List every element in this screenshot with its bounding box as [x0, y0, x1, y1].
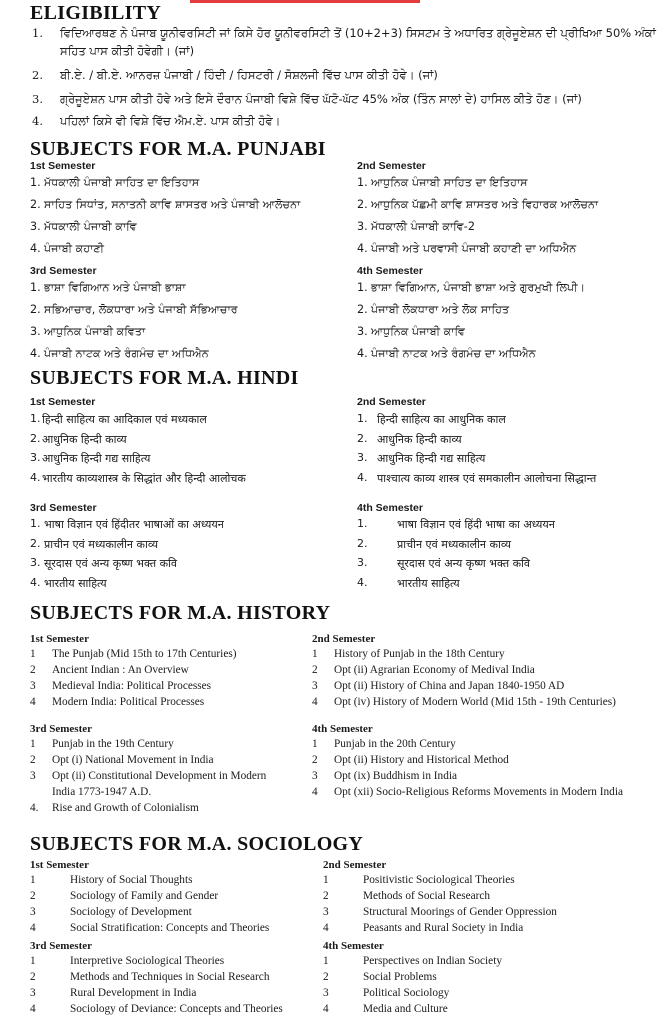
sociology-sem2-title: 2nd Semester [323, 859, 387, 871]
subject-number: 3. [357, 325, 368, 338]
subject-number: 3 [30, 987, 36, 999]
eligibility-number: 2. [32, 68, 43, 82]
subject-title: India 1773-1947 A.D. [52, 786, 152, 798]
history-heading: SUBJECTS FOR M.A. HISTORY [30, 602, 331, 624]
subject-number: 3. [30, 325, 41, 338]
subject-number: 3. [357, 220, 368, 233]
subject-title: Sociology of Deviance: Concepts and Theories [70, 1003, 283, 1015]
subject-title: Punjab in the 19th Century [52, 738, 174, 750]
subject-title: Medieval India: Political Processes [52, 680, 212, 692]
subject-title: The Punjab (Mid 15th to 17th Centuries) [52, 648, 237, 660]
subject-title: Methods and Techniques in Social Research [70, 971, 270, 983]
subject-number: 1. [357, 412, 368, 425]
subject-title: Opt (xii) Socio-Religious Reforms Movements in Modern India [334, 786, 623, 798]
hindi-sem3-title: 3rd Semester [30, 502, 97, 514]
subject-number: 3 [323, 987, 329, 999]
subject-number: 4 [323, 922, 329, 934]
top-red-strip [190, 0, 420, 3]
subject-title: भारतीय काव्यशास्त्र के सिद्धांत और हिन्दी आलोचक [42, 471, 246, 485]
subject-number: 1. [357, 517, 368, 530]
subject-number: 1 [312, 648, 318, 660]
history-sem2-title: 2nd Semester [312, 633, 376, 645]
subject-number: 2 [323, 971, 329, 983]
subject-title: Opt (ii) Agrarian Economy of Medival India [334, 664, 535, 676]
subject-number: 4 [323, 1003, 329, 1015]
subject-number: 2 [30, 890, 36, 902]
subject-number: 3. [357, 556, 368, 569]
subject-title: ਆਧੁਨਿਕ ਪੰਜਾਬੀ ਸਾਹਿਤ ਦਾ ਇਤਿਹਾਸ [371, 176, 528, 189]
subject-number: 3 [30, 680, 36, 692]
subject-title: Opt (ii) History and Historical Method [334, 754, 509, 766]
subject-number: 4 [30, 696, 36, 708]
subject-number: 4. [357, 470, 368, 484]
eligibility-text: ਵਿਦਿਆਰਥਣ ਨੇ ਪੰਜਾਬ ਯੂਨੀਵਰਸਿਟੀ ਜਾਂ ਕਿਸੇ ਹੋਰ ਯੂਨੀਵਰਸਿਟੀ ਤੋਂ (10+2+3) ਸਿਸਟਮ ਤੇ ਅਧਾਰਿਤ ਗ੍ਰੇਜੂਏਸ਼ਨ ਦੀ ਪ੍ਰੀਖਿਆ 50% ਅੰਕਾਂ ਸਹਿਤ ਪਾਸ ਕੀਤੀ ਹੋਵੇਗੀ। (ਜਾਂ) [60, 26, 656, 58]
subject-title: भारतीय साहित्य [397, 576, 460, 590]
subject-number: 3. [30, 451, 41, 464]
subject-number: 2. [357, 431, 368, 445]
subject-title: ਮੱਧਕਾਲੀ ਪੰਜਾਬੀ ਕਾਵਿ [44, 220, 137, 233]
sociology-sem4-title: 4th Semester [323, 940, 384, 952]
subject-title: ਪੰਜਾਬੀ ਨਾਟਕ ਅਤੇ ਰੰਗਮੰਚ ਦਾ ਅਧਿਐਨ [371, 347, 536, 360]
subject-title: आधुनिक हिन्दी गद्य साहित्य [377, 452, 486, 465]
subject-title: Opt (i) National Movement in India [52, 754, 214, 766]
subject-title: सूरदास एवं अन्य कृष्ण भक्त कवि [44, 557, 178, 570]
subject-title: Sociology of Development [70, 906, 192, 918]
subject-number: 4. [357, 242, 368, 255]
subject-title: प्राचीन एवं मध्यकालीन काव्य [397, 537, 511, 551]
subject-number: 2 [30, 754, 36, 766]
eligibility-number: 4. [32, 114, 43, 128]
subject-number: 2. [357, 536, 368, 550]
subject-title: Ancient Indian : An Overview [52, 664, 189, 676]
subject-number: 3 [312, 770, 318, 782]
subject-number: 3. [30, 220, 41, 233]
subject-number: 1. [30, 281, 41, 294]
subject-title: ਆਧੁਨਿਕ ਪੰਜਾਬੀ ਕਵਿਤਾ [44, 325, 146, 338]
subject-title: ਆਧੁਨਿਕ ਪੱਛਮੀ ਕਾਵਿ ਸ਼ਾਸਤਰ ਅਤੇ ਵਿਹਾਰਕ ਆਲੋਚਨਾ [371, 198, 599, 211]
subject-number: 4. [30, 802, 39, 814]
subject-title: Media and Culture [363, 1003, 448, 1015]
history-sem4-title: 4th Semester [312, 723, 373, 735]
subject-number: 1. [357, 281, 368, 294]
eligibility-text: ਬੀ.ਏ. / ਬੀ.ਏ. ਆਨਰਜ਼ ਪੰਜਾਬੀ / ਹਿੰਦੀ / ਹਿਸਟਰੀ / ਸੋਸ਼ਲਜੀ ਵਿੱਚ ਪਾਸ ਕੀਤੀ ਹੋਵੇ। (ਜਾਂ) [60, 68, 438, 82]
hindi-sem2-title: 2nd Semester [357, 396, 426, 408]
subject-number: 1. [30, 176, 41, 189]
subject-number: 3 [312, 680, 318, 692]
sociology-heading: SUBJECTS FOR M.A. SOCIOLOGY [30, 833, 364, 855]
subject-title: भाषा विज्ञान एवं हिंदीतर भाषाओं का अध्ययन [44, 518, 224, 531]
punjabi-heading: SUBJECTS FOR M.A. PUNJABI [30, 138, 326, 160]
subject-title: भाषा विज्ञान एवं हिंदी भाषा का अध्ययन [397, 518, 555, 531]
subject-number: 1 [30, 648, 36, 660]
subject-title: ਪੰਜਾਬੀ ਕਹਾਣੀ [44, 242, 104, 255]
eligibility-text: ਗ੍ਰੇਜੂਏਸ਼ਨ ਪਾਸ ਕੀਤੀ ਹੋਵੇ ਅਤੇ ਇਸੇ ਦੌਰਾਨ ਪੰਜਾਬੀ ਵਿਸ਼ੇ ਵਿੱਚ ਘੱਟੋ-ਘੱਟ 45% ਅੰਕ (ਤਿੰਨ ਸਾਲਾਂ ਦੇ) ਹਾਸਿਲ ਕੀਤੇ ਹੋਣ। (ਜਾਂ) [60, 92, 582, 106]
sociology-sem3-title: 3rd Semester [30, 940, 93, 952]
subject-number: 1 [312, 738, 318, 750]
subject-number: 3 [323, 906, 329, 918]
subject-title: Sociology of Family and Gender [70, 890, 219, 902]
subject-title: हिन्दी साहित्य का आधुनिक काल [377, 413, 506, 426]
subject-title: Structural Moorings of Gender Oppression [363, 906, 557, 918]
eligibility-number: 3. [32, 92, 43, 106]
subject-number: 2 [312, 664, 318, 676]
subject-number: 4. [30, 575, 41, 589]
subject-number: 2. [30, 303, 41, 316]
eligibility-text: ਪਹਿਲਾਂ ਕਿਸੇ ਵੀ ਵਿਸ਼ੇ ਵਿੱਚ ਐਮ.ਏ. ਪਾਸ ਕੀਤੀ ਹੋਵੇ। [60, 114, 281, 128]
subject-title: Social Problems [363, 971, 437, 983]
subject-title: Methods of Social Research [363, 890, 491, 902]
subject-title: आधुनिक हिन्दी काव्य [42, 432, 127, 446]
subject-number: 4. [357, 575, 368, 589]
subject-title: History of Social Thoughts [70, 874, 193, 886]
subject-number: 3. [357, 451, 368, 464]
subject-number: 1 [30, 955, 36, 967]
subject-title: ਸਾਹਿਤ ਸਿਧਾਂਤ, ਸਨਾਤਨੀ ਕਾਵਿ ਸ਼ਾਸਤਰ ਅਤੇ ਪੰਜਾਬੀ ਆਲੋਚਨਾ [44, 198, 301, 211]
punjabi-sem3-title: 3rd Semester [30, 265, 97, 277]
subject-title: Rise and Growth of Colonialism [52, 802, 199, 814]
subject-title: ਆਧੁਨਿਕ ਪੰਜਾਬੀ ਕਾਵਿ [371, 325, 466, 338]
subject-number: 4 [30, 922, 36, 934]
subject-number: 3 [30, 906, 36, 918]
subject-title: Punjab in the 20th Century [334, 738, 456, 750]
subject-title: ਸਭਿਆਚਾਰ, ਲੋਕਧਾਰਾ ਅਤੇ ਪੰਜਾਬੀ ਸੱਭਿਆਚਾਰ [44, 303, 238, 316]
sociology-sem1-title: 1st Semester [30, 859, 89, 871]
subject-number: 2. [357, 198, 368, 211]
subject-title: Opt (ix) Buddhism in India [334, 770, 458, 782]
subject-number: 4 [312, 696, 318, 708]
subject-title: ਭਾਸ਼ਾ ਵਿਗਿਆਨ ਅਤੇ ਪੰਜਾਬੀ ਭਾਸ਼ਾ [44, 281, 186, 294]
subject-number: 1 [30, 738, 36, 750]
subject-title: भारतीय साहित्य [44, 576, 107, 590]
subject-title: ਭਾਸ਼ਾ ਵਿਗਿਆਨ, ਪੰਜਾਬੀ ਭਾਸ਼ਾ ਅਤੇ ਗੁਰਮੁਖੀ ਲਿਪੀ। [371, 281, 586, 294]
subject-number: 4 [312, 786, 318, 798]
subject-title: Interpretive Sociological Theories [70, 955, 225, 967]
subject-number: 1. [30, 517, 41, 530]
subject-title: ਪੰਜਾਬੀ ਲੋਕਧਾਰਾ ਅਤੇ ਲੋਕ ਸਾਹਿਤ [371, 303, 510, 316]
subject-number: 4. [357, 347, 368, 360]
subject-title: Political Sociology [363, 987, 450, 999]
subject-title: ਪੰਜਾਬੀ ਅਤੇ ਪਰਵਾਸੀ ਪੰਜਾਬੀ ਕਹਾਣੀ ਦਾ ਅਧਿਐਨ [371, 242, 577, 255]
subject-title: पाश्चात्य काव्य शास्त्र एवं समकालीन आलोचना सिद्धान्त [377, 471, 597, 485]
subject-title: Positivistic Sociological Theories [363, 874, 515, 886]
subject-number: 2. [30, 198, 41, 211]
subject-number: 1 [323, 955, 329, 967]
subject-title: सूरदास एवं अन्य कृष्ण भक्त कवि [397, 557, 531, 570]
subject-number: 2 [30, 971, 36, 983]
history-sem1-title: 1st Semester [30, 633, 89, 645]
subject-number: 2 [312, 754, 318, 766]
subject-title: ਪੰਜਾਬੀ ਨਾਟਕ ਅਤੇ ਰੰਗਮੰਚ ਦਾ ਅਧਿਐਨ [44, 347, 209, 360]
subject-title: हिन्दी साहित्य का आदिकाल एवं मध्यकाल [42, 413, 207, 426]
punjabi-sem2-title: 2nd Semester [357, 160, 426, 172]
subject-number: 4. [30, 242, 41, 255]
subject-number: 2. [357, 303, 368, 316]
subject-number: 3 [30, 770, 36, 782]
subject-number: 4 [30, 1003, 36, 1015]
subject-number: 4. [30, 347, 41, 360]
punjabi-sem1-title: 1st Semester [30, 160, 96, 172]
subject-title: Modern India: Political Processes [52, 696, 205, 708]
subject-title: Opt (ii) Constitutional Development in Modern [52, 770, 267, 782]
subject-number: 3. [30, 556, 41, 569]
history-sem3-title: 3rd Semester [30, 723, 93, 735]
eligibility-number: 1. [32, 26, 43, 40]
subject-title: आधुनिक हिन्दी काव्य [377, 432, 462, 446]
subject-title: Rural Development in India [70, 987, 197, 999]
subject-title: ਮੱਧਕਾਲੀ ਪੰਜਾਬੀ ਕਾਵਿ-2 [371, 220, 475, 233]
subject-title: Perspectives on Indian Society [363, 955, 502, 967]
eligibility-heading: ELIGIBILITY [30, 2, 162, 24]
subject-number: 1 [30, 874, 36, 886]
hindi-sem4-title: 4th Semester [357, 502, 423, 514]
subject-title: Opt (ii) History of China and Japan 1840-1950 AD [334, 680, 565, 692]
subject-title: Peasants and Rural Society in India [363, 922, 524, 934]
subject-number: 1. [30, 412, 41, 425]
punjabi-sem4-title: 4th Semester [357, 265, 423, 277]
hindi-sem1-title: 1st Semester [30, 396, 96, 408]
subject-title: प्राचीन एवं मध्यकालीन काव्य [44, 537, 158, 551]
subject-number: 2 [30, 664, 36, 676]
subject-number: 1. [357, 176, 368, 189]
subject-title: आधुनिक हिन्दी गद्य साहित्य [42, 452, 151, 465]
subject-title: Opt (iv) History of Modern World (Mid 15th - 19th Centuries) [334, 696, 616, 708]
hindi-heading: SUBJECTS FOR M.A. HINDI [30, 367, 299, 389]
subject-number: 4. [30, 470, 41, 484]
subject-title: Social Stratification: Concepts and Theories [70, 922, 270, 934]
subject-number: 2 [323, 890, 329, 902]
subject-title: History of Punjab in the 18th Century [334, 648, 505, 660]
subject-number: 2. [30, 431, 41, 445]
subject-number: 2. [30, 536, 41, 550]
subject-title: ਮੱਧਕਾਲੀ ਪੰਜਾਬੀ ਸਾਹਿਤ ਦਾ ਇਤਿਹਾਸ [44, 176, 200, 189]
subject-number: 1 [323, 874, 329, 886]
